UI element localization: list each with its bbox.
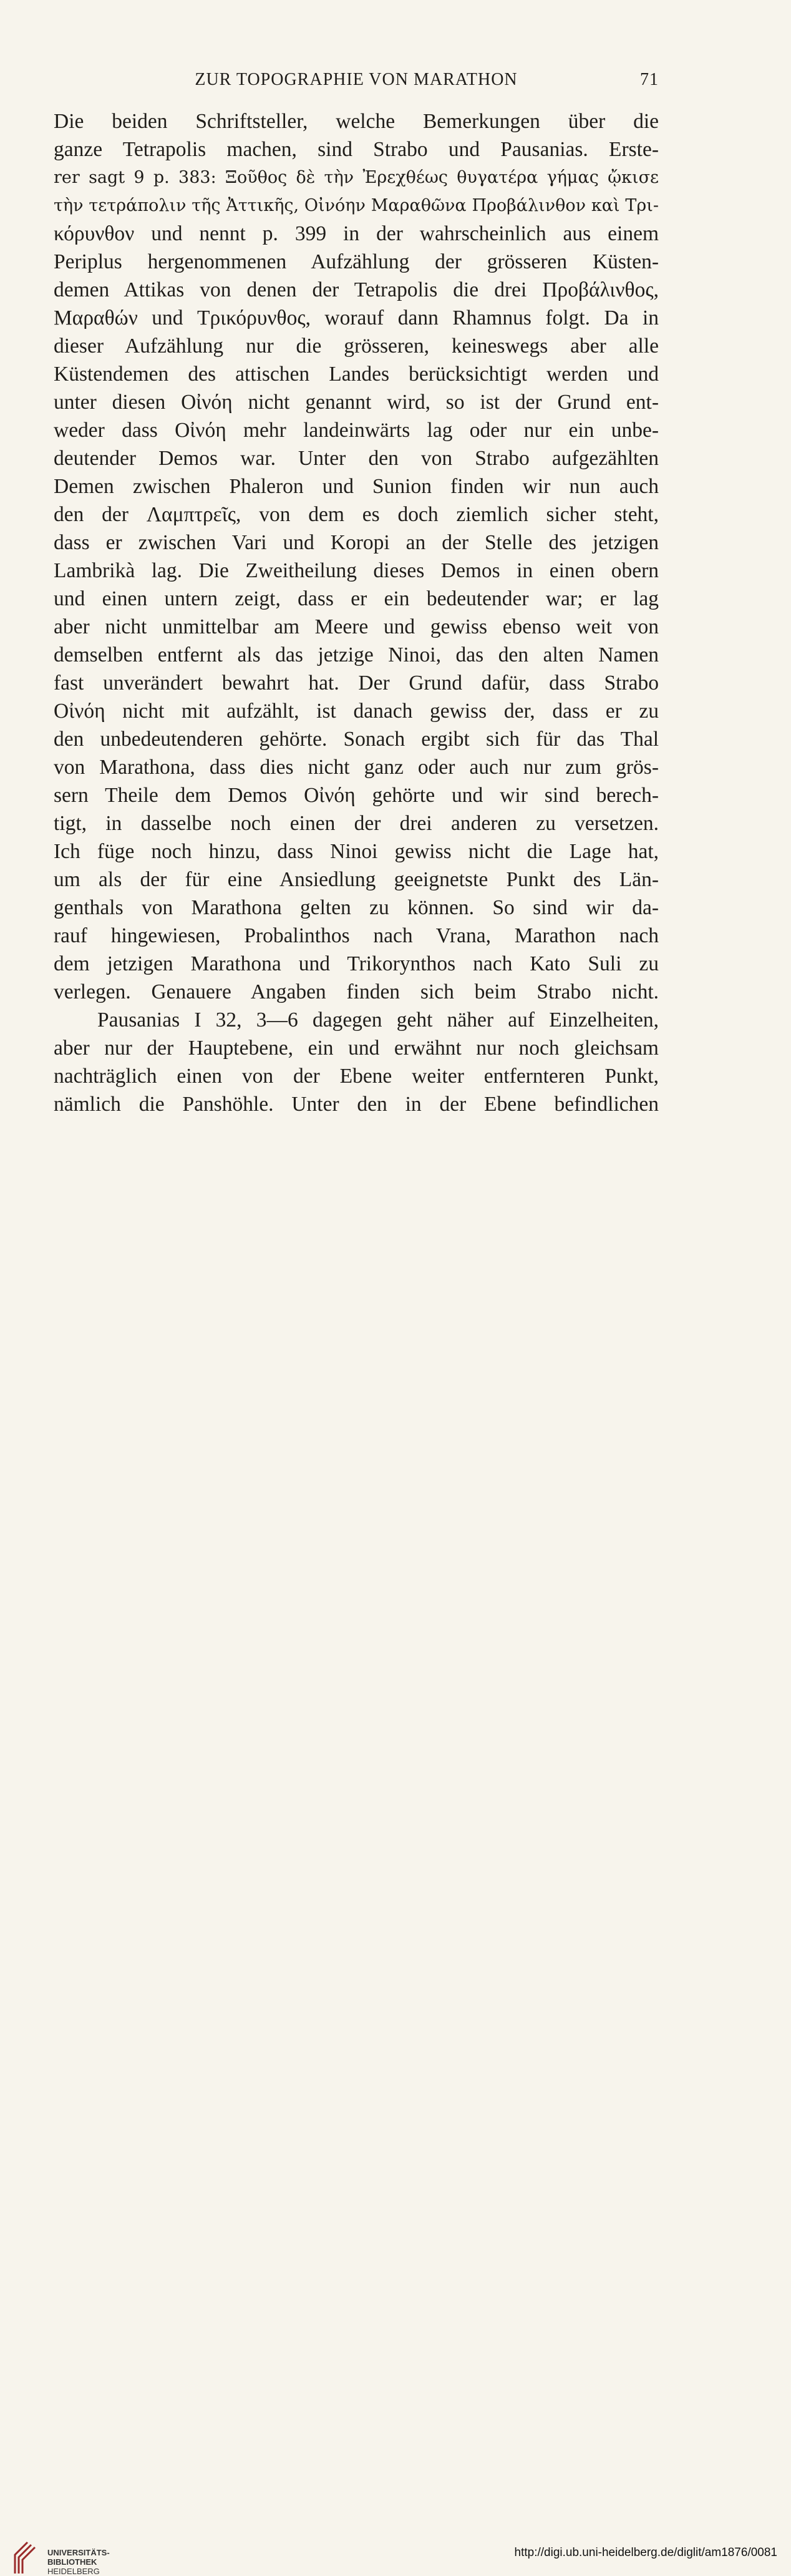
institution-line: UNIVERSITÄTS- xyxy=(47,2548,110,2557)
text-line: deutender Demos war. Unter den von Strabo aufgezählten xyxy=(54,447,659,470)
page-number: 71 xyxy=(640,70,659,89)
text-line: von Marathona, dass dies nicht ganz oder auch nur zum grös- xyxy=(54,756,659,779)
text-line: demselben entfernt als das jetzige Ninoi, das den alten Namen xyxy=(54,643,659,666)
institution-name xyxy=(47,2548,110,2576)
text-line: Pausanias I 32, 3—6 dagegen geht näher auf Einzelheiten, xyxy=(97,1008,659,1032)
text-line: τὴν τετράπολιν τῆς Ἀττικῆς, Οἰνόην Μαραθῶνα Προβάλινθον καὶ Τρι- xyxy=(54,196,659,215)
page-footer xyxy=(0,1267,791,2576)
text-line: um als der für eine Ansiedlung geeignetste Punkt des Län- xyxy=(54,868,659,891)
institution-line: HEIDELBERG xyxy=(47,2567,100,2576)
text-line: genthals von Marathona gelten zu können. So sind wir da- xyxy=(54,896,659,919)
source-url-link[interactable]: http://digi.ub.uni-heidelberg.de/diglit/am1876/0081 xyxy=(514,2546,777,2559)
text-line: fast unverändert bewahrt hat. Der Grund dafür, dass Strabo xyxy=(54,671,659,695)
text-line: unter diesen Οἰνόη nicht genannt wird, so ist der Grund ent- xyxy=(54,391,659,414)
text-line: dass er zwischen Vari und Koropi an der Stelle des jetzigen xyxy=(54,531,659,554)
text-line: ganze Tetrapolis machen, sind Strabo und Pausanias. Erste- xyxy=(54,138,659,161)
text-line: Μαραθών und Τρικόρυνθος, worauf dann Rhamnus folgt. Da in xyxy=(54,306,659,329)
text-line: aber nur der Hauptebene, ein und erwähnt nur noch gleichsam xyxy=(54,1037,659,1060)
text-line: demen Attikas von denen der Tetrapolis die drei Προβάλινθος, xyxy=(54,278,659,301)
text-line: Die beiden Schriftsteller, welche Bemerkungen über die xyxy=(54,110,659,133)
text-line: rer sagt 9 p. 383: Ξοῦθος δὲ τὴν Ἐρεχθέως θυγατέρα γήμας ᾤκισε xyxy=(54,168,659,187)
text-line: dieser Aufzählung nur die grösseren, keineswegs aber alle xyxy=(54,334,659,358)
text-line: sern Theile dem Demos Οἰνόη gehörte und wir sind berech- xyxy=(54,784,659,807)
text-line: aber nicht unmittelbar am Meere und gewiss ebenso weit von xyxy=(54,615,659,638)
text-line: tigt, in dasselbe noch einen der drei anderen zu versetzen. xyxy=(54,812,659,835)
text-line: verlegen. Genauere Angaben finden sich beim Strabo nicht. xyxy=(54,980,659,1003)
text-line: rauf hingewiesen, Probalinthos nach Vrana, Marathon nach xyxy=(54,924,659,947)
running-title: ZUR TOPOGRAPHIE VON MARATHON xyxy=(195,70,518,89)
text-line: Demen zwischen Phaleron und Sunion finden wir nun auch xyxy=(54,475,659,498)
text-line: κόρυνθον und nennt p. 399 in der wahrscheinlich aus einem xyxy=(54,222,659,245)
library-logo-icon xyxy=(9,2540,39,2576)
text-line: Οἰνόη nicht mit aufzählt, ist danach gewiss der, dass er zu xyxy=(54,700,659,723)
text-line: weder dass Οἰνόη mehr landeinwärts lag oder nur ein unbe- xyxy=(54,419,659,442)
text-line: und einen untern zeigt, dass er ein bedeutender war; er lag xyxy=(54,587,659,610)
text-line: Ich füge noch hinzu, dass Ninoi gewiss nicht die Lage hat, xyxy=(54,840,659,863)
body-text xyxy=(54,107,659,1118)
institution-line: BIBLIOTHEK xyxy=(47,2557,97,2567)
running-head xyxy=(54,70,659,95)
text-line: Lambrikà lag. Die Zweitheilung dieses Demos in einen obern xyxy=(54,559,659,582)
text-line: nämlich die Panshöhle. Unter den in der Ebene befindlichen xyxy=(54,1093,659,1116)
text-line: Periplus hergenommenen Aufzählung der grösseren Küsten- xyxy=(54,250,659,273)
text-line: den unbedeutenderen gehörte. Sonach ergibt sich für das Thal xyxy=(54,728,659,751)
text-line: nachträglich einen von der Ebene weiter entfernteren Punkt, xyxy=(54,1065,659,1088)
text-line: Küstendemen des attischen Landes berücksichtigt werden und xyxy=(54,363,659,386)
text-line: dem jetzigen Marathona und Trikorynthos nach Kato Suli zu xyxy=(54,952,659,975)
text-line: den der Λαμπτρεῖς, von dem es doch ziemlich sicher steht, xyxy=(54,503,659,526)
